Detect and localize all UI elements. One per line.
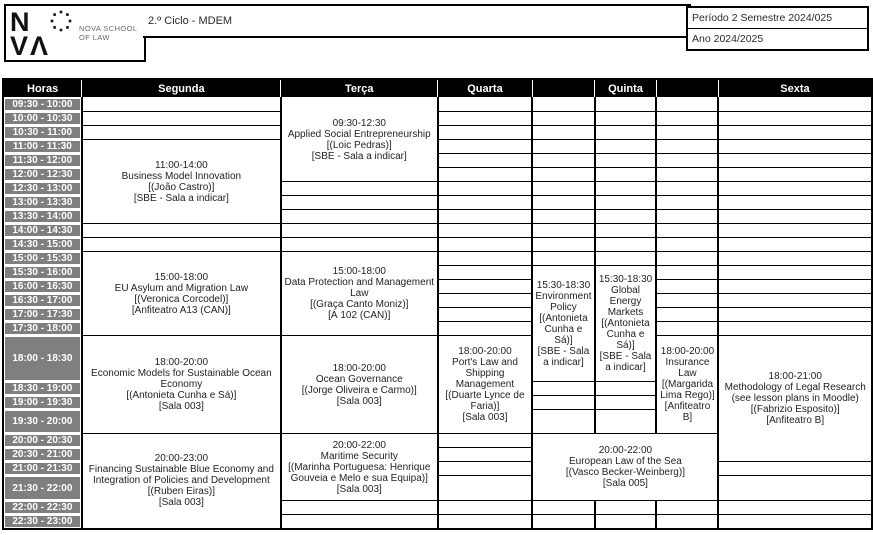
class-title: Insurance Law bbox=[665, 357, 710, 379]
class-title: Business Model Innovation bbox=[121, 170, 242, 182]
class-room: [Sala 003] bbox=[336, 483, 382, 495]
class-teacher: [(Vasco Becker-Weinberg)] bbox=[565, 467, 685, 478]
empty-cell bbox=[438, 294, 533, 308]
empty-cell bbox=[718, 462, 872, 476]
time-cell: 14:00 - 14:30 bbox=[3, 224, 82, 238]
class-title: Environment Policy bbox=[535, 290, 592, 313]
column-header-segunda: Segunda bbox=[82, 79, 281, 98]
empty-cell bbox=[718, 224, 872, 238]
time-cell: 13:00 - 13:30 bbox=[3, 196, 82, 210]
time-cell: 21:30 - 22:00 bbox=[3, 476, 82, 501]
logo-line1: NOVA SCHOOL bbox=[79, 24, 138, 33]
header-row bbox=[3, 79, 872, 98]
class-title: Ocean Governance bbox=[315, 373, 403, 385]
column-header-sexta: Sexta bbox=[718, 79, 872, 98]
empty-cell bbox=[82, 238, 281, 252]
class-block bbox=[532, 266, 594, 382]
class-title: Port's Law and Shipping Management bbox=[452, 357, 518, 390]
class-room: [SBE - Sala a indicar] bbox=[537, 345, 590, 368]
empty-cell bbox=[656, 266, 718, 280]
svg-text:Λ: Λ bbox=[30, 31, 49, 56]
empty-cell bbox=[532, 501, 594, 515]
class-room: [SBE - Sala a indicar] bbox=[311, 150, 407, 162]
logo-box bbox=[4, 4, 146, 62]
class-teacher: [(Antonieta Cunha e Sá)] bbox=[601, 318, 650, 351]
class-block bbox=[718, 336, 872, 462]
class-time: 11:00-14:00 bbox=[155, 159, 208, 171]
empty-cell bbox=[656, 196, 718, 210]
class-room: [Sala 003] bbox=[462, 412, 508, 423]
time-row bbox=[3, 252, 872, 266]
nova-logo-icon bbox=[9, 10, 75, 56]
empty-cell bbox=[281, 238, 438, 252]
class-title: Data Protection and Management Law bbox=[284, 277, 435, 299]
time-row bbox=[3, 98, 872, 112]
class-block bbox=[281, 252, 438, 336]
empty-cell bbox=[82, 224, 281, 238]
empty-cell bbox=[718, 126, 872, 140]
time-cell: 14:30 - 15:00 bbox=[3, 238, 82, 252]
class-block bbox=[82, 140, 281, 224]
empty-cell bbox=[595, 396, 657, 410]
empty-cell bbox=[656, 112, 718, 126]
empty-cell bbox=[438, 462, 533, 476]
empty-cell bbox=[595, 224, 657, 238]
time-cell: 15:30 - 16:00 bbox=[3, 266, 82, 280]
class-time: 15:00-18:00 bbox=[332, 266, 386, 277]
empty-cell bbox=[532, 154, 594, 168]
empty-cell bbox=[595, 182, 657, 196]
time-cell: 11:30 - 12:00 bbox=[3, 154, 82, 168]
class-room: [SBE - Sala a indicar] bbox=[133, 192, 229, 204]
empty-cell bbox=[438, 448, 533, 462]
empty-cell bbox=[656, 515, 718, 529]
empty-cell bbox=[438, 210, 533, 224]
empty-cell bbox=[281, 224, 438, 238]
empty-cell bbox=[438, 308, 533, 322]
empty-cell bbox=[718, 501, 872, 515]
empty-cell bbox=[532, 252, 594, 266]
empty-cell bbox=[718, 238, 872, 252]
time-cell: 19:00 - 19:30 bbox=[3, 396, 82, 410]
empty-cell bbox=[656, 501, 718, 515]
class-time: 18:00-20:00 bbox=[154, 357, 209, 368]
class-teacher: [(Antonieta Cunha e Sá)] bbox=[126, 390, 237, 401]
empty-cell bbox=[532, 515, 594, 529]
class-title: Economic Models for Sustainable Ocean Economy bbox=[91, 368, 272, 390]
class-title: Global Energy Markets bbox=[607, 285, 644, 318]
empty-cell bbox=[595, 98, 657, 112]
time-cell: 15:00 - 15:30 bbox=[3, 252, 82, 266]
time-cell: 20:30 - 21:00 bbox=[3, 448, 82, 462]
time-row bbox=[3, 238, 872, 252]
svg-text:V: V bbox=[10, 31, 29, 56]
class-time: 18:00-21:00 bbox=[768, 371, 822, 382]
empty-cell bbox=[438, 154, 533, 168]
empty-cell bbox=[532, 382, 594, 396]
class-room: [Sala 003] bbox=[158, 497, 204, 509]
empty-cell bbox=[718, 182, 872, 196]
class-room: [Sala 003] bbox=[158, 401, 204, 412]
class-block bbox=[438, 336, 533, 434]
column-header-horas: Horas bbox=[3, 79, 82, 98]
empty-cell bbox=[438, 434, 533, 448]
empty-cell bbox=[595, 252, 657, 266]
time-row bbox=[3, 126, 872, 140]
time-cell: 09:30 - 10:00 bbox=[3, 98, 82, 112]
empty-cell bbox=[595, 168, 657, 182]
empty-cell bbox=[532, 126, 594, 140]
empty-cell bbox=[595, 501, 657, 515]
class-block bbox=[82, 252, 281, 336]
class-title: Financing Sustainable Blue Economy and Integration of Policies and Development bbox=[88, 464, 274, 487]
class-time: 15:30-18:30 bbox=[536, 279, 591, 291]
time-row bbox=[3, 336, 872, 382]
time-cell: 22:30 - 23:00 bbox=[3, 515, 82, 529]
time-cell: 18:30 - 19:00 bbox=[3, 382, 82, 396]
empty-cell bbox=[82, 98, 281, 112]
column-header-terça: Terça bbox=[281, 79, 438, 98]
class-room: [SBE - Sala a indicar] bbox=[599, 351, 652, 373]
empty-cell bbox=[656, 322, 718, 336]
time-cell: 17:30 - 18:00 bbox=[3, 322, 82, 336]
time-cell: 20:00 - 20:30 bbox=[3, 434, 82, 448]
logo-line2: OF LAW bbox=[79, 33, 110, 42]
time-cell: 21:00 - 21:30 bbox=[3, 462, 82, 476]
time-cell: 19:30 - 20:00 bbox=[3, 410, 82, 434]
empty-cell bbox=[438, 252, 533, 266]
empty-cell bbox=[718, 252, 872, 266]
empty-cell bbox=[595, 126, 657, 140]
class-teacher: [(Jorge Oliveira e Carmo)] bbox=[301, 384, 417, 396]
time-cell: 18:00 - 18:30 bbox=[3, 336, 82, 382]
empty-cell bbox=[718, 154, 872, 168]
empty-cell bbox=[718, 112, 872, 126]
empty-cell bbox=[281, 196, 438, 210]
class-time: 18:00-20:00 bbox=[660, 346, 715, 357]
empty-cell bbox=[532, 112, 594, 126]
empty-cell bbox=[656, 210, 718, 224]
empty-cell bbox=[718, 266, 872, 280]
class-title: Methodology of Legal Research (see lesson plans in Moodle) bbox=[724, 382, 866, 404]
empty-cell bbox=[718, 322, 872, 336]
empty-cell bbox=[656, 140, 718, 154]
empty-cell bbox=[656, 126, 718, 140]
empty-cell bbox=[438, 182, 533, 196]
empty-cell bbox=[656, 308, 718, 322]
empty-cell bbox=[532, 182, 594, 196]
empty-cell bbox=[532, 196, 594, 210]
empty-cell bbox=[532, 140, 594, 154]
class-time: 15:30-18:30 bbox=[598, 274, 653, 285]
empty-cell bbox=[438, 322, 533, 336]
class-teacher: [(Fabrizio Esposito)] bbox=[750, 404, 840, 415]
class-block bbox=[281, 98, 438, 182]
empty-cell bbox=[595, 154, 657, 168]
time-row bbox=[3, 140, 872, 154]
empty-cell bbox=[718, 294, 872, 308]
period-box bbox=[686, 6, 869, 51]
empty-cell bbox=[718, 308, 872, 322]
empty-cell bbox=[656, 168, 718, 182]
empty-cell bbox=[532, 168, 594, 182]
class-block bbox=[595, 266, 657, 382]
time-cell: 22:00 - 22:30 bbox=[3, 501, 82, 515]
empty-cell bbox=[532, 98, 594, 112]
empty-cell bbox=[656, 154, 718, 168]
empty-cell bbox=[438, 140, 533, 154]
class-teacher: [(Ruben Eiras)] bbox=[147, 486, 215, 498]
class-time: 18:00-20:00 bbox=[332, 362, 386, 374]
empty-cell bbox=[656, 182, 718, 196]
empty-cell bbox=[718, 515, 872, 529]
empty-cell bbox=[718, 210, 872, 224]
empty-cell bbox=[595, 515, 657, 529]
empty-cell bbox=[438, 224, 533, 238]
empty-cell bbox=[281, 182, 438, 196]
time-cell: 10:00 - 10:30 bbox=[3, 112, 82, 126]
empty-cell bbox=[438, 196, 533, 210]
empty-cell bbox=[438, 476, 533, 501]
class-room: [Á 102 (CAN)] bbox=[328, 310, 391, 321]
empty-cell bbox=[595, 140, 657, 154]
class-time: 09:30-12:30 bbox=[332, 117, 386, 129]
class-block bbox=[82, 336, 281, 434]
empty-cell bbox=[595, 112, 657, 126]
empty-cell bbox=[281, 210, 438, 224]
empty-cell bbox=[438, 280, 533, 294]
class-block bbox=[656, 336, 718, 434]
time-cell: 10:30 - 11:00 bbox=[3, 126, 82, 140]
empty-cell bbox=[595, 210, 657, 224]
empty-cell bbox=[532, 396, 594, 410]
empty-cell bbox=[281, 515, 438, 529]
empty-cell bbox=[718, 168, 872, 182]
class-room: [Sala 003] bbox=[336, 395, 382, 407]
class-time: 20:00-22:00 bbox=[332, 439, 386, 451]
class-title: European Law of the Sea bbox=[568, 456, 682, 467]
time-cell: 12:00 - 12:30 bbox=[3, 168, 82, 182]
empty-cell bbox=[718, 280, 872, 294]
empty-cell bbox=[82, 112, 281, 126]
class-teacher: [(Antonieta Cunha e Sá)] bbox=[539, 312, 588, 346]
empty-cell bbox=[718, 98, 872, 112]
class-teacher: [(Margarida Lima Rego)] bbox=[660, 379, 715, 401]
empty-cell bbox=[656, 98, 718, 112]
time-cell: 12:30 - 13:00 bbox=[3, 182, 82, 196]
empty-cell bbox=[532, 410, 594, 434]
class-room: [Anfiteatro A13 (CAN)] bbox=[131, 304, 231, 316]
empty-cell bbox=[281, 501, 438, 515]
class-title: EU Asylum and Migration Law bbox=[114, 282, 249, 294]
class-teacher: [(João Castro)] bbox=[148, 181, 215, 193]
empty-cell bbox=[438, 266, 533, 280]
period-label: Período 2 Semestre 2024/025 bbox=[688, 8, 867, 29]
empty-cell bbox=[438, 126, 533, 140]
column-header-blank bbox=[656, 79, 718, 98]
class-time: 18:00-20:00 bbox=[458, 346, 512, 357]
column-header-quinta: Quinta bbox=[595, 79, 657, 98]
empty-cell bbox=[718, 140, 872, 154]
empty-cell bbox=[656, 238, 718, 252]
class-room: [Sala 005] bbox=[602, 478, 648, 489]
empty-cell bbox=[438, 112, 533, 126]
empty-cell bbox=[532, 224, 594, 238]
class-time: 20:00-23:00 bbox=[154, 453, 209, 465]
empty-cell bbox=[532, 238, 594, 252]
time-row bbox=[3, 112, 872, 126]
column-header-quarta: Quarta bbox=[438, 79, 533, 98]
empty-cell bbox=[718, 476, 872, 501]
empty-cell bbox=[656, 224, 718, 238]
class-teacher: [(Duarte Lynce de Faria)] bbox=[445, 390, 525, 412]
schedule-table bbox=[2, 78, 873, 530]
empty-cell bbox=[595, 382, 657, 396]
time-row bbox=[3, 224, 872, 238]
empty-cell bbox=[438, 168, 533, 182]
class-time: 20:00-22:00 bbox=[598, 445, 653, 456]
program-title: 2.º Ciclo - MDEM bbox=[143, 4, 691, 38]
empty-cell bbox=[438, 515, 533, 529]
empty-cell bbox=[438, 98, 533, 112]
class-room: [Anfiteatro B] bbox=[664, 401, 711, 423]
empty-cell bbox=[656, 252, 718, 266]
time-cell: 13:30 - 14:00 bbox=[3, 210, 82, 224]
class-teacher: [(Veronica Corcodel)] bbox=[134, 293, 229, 305]
class-block bbox=[82, 434, 281, 529]
time-cell: 17:00 - 17:30 bbox=[3, 308, 82, 322]
logo-wordmark bbox=[79, 24, 137, 42]
year-label: Ano 2024/2025 bbox=[692, 33, 764, 45]
class-time: 15:00-18:00 bbox=[154, 271, 209, 283]
class-teacher: [(Marinha Portuguesa: Henrique Gouveia e Melo e sua Equipa)] bbox=[288, 461, 431, 484]
svg-text:N: N bbox=[10, 10, 30, 37]
class-title: Maritime Security bbox=[320, 450, 398, 462]
empty-cell bbox=[532, 210, 594, 224]
empty-cell bbox=[438, 501, 533, 515]
class-teacher: [(Graça Canto Moniz)] bbox=[310, 299, 409, 310]
time-cell: 11:00 - 11:30 bbox=[3, 140, 82, 154]
class-block bbox=[281, 336, 438, 434]
time-cell: 16:00 - 16:30 bbox=[3, 280, 82, 294]
empty-cell bbox=[595, 410, 657, 434]
column-header-blank bbox=[532, 79, 594, 98]
empty-cell bbox=[595, 238, 657, 252]
empty-cell bbox=[82, 126, 281, 140]
empty-cell bbox=[656, 294, 718, 308]
empty-cell bbox=[438, 238, 533, 252]
time-cell: 16:30 - 17:00 bbox=[3, 294, 82, 308]
empty-cell bbox=[718, 196, 872, 210]
empty-cell bbox=[595, 196, 657, 210]
class-room: [Anfiteatro B] bbox=[766, 415, 825, 426]
class-title: Applied Social Entrepreneurship bbox=[287, 128, 431, 140]
class-teacher: [(Loic Pedras)] bbox=[326, 139, 392, 151]
empty-cell bbox=[656, 280, 718, 294]
class-block bbox=[281, 434, 438, 501]
class-block bbox=[532, 434, 718, 501]
